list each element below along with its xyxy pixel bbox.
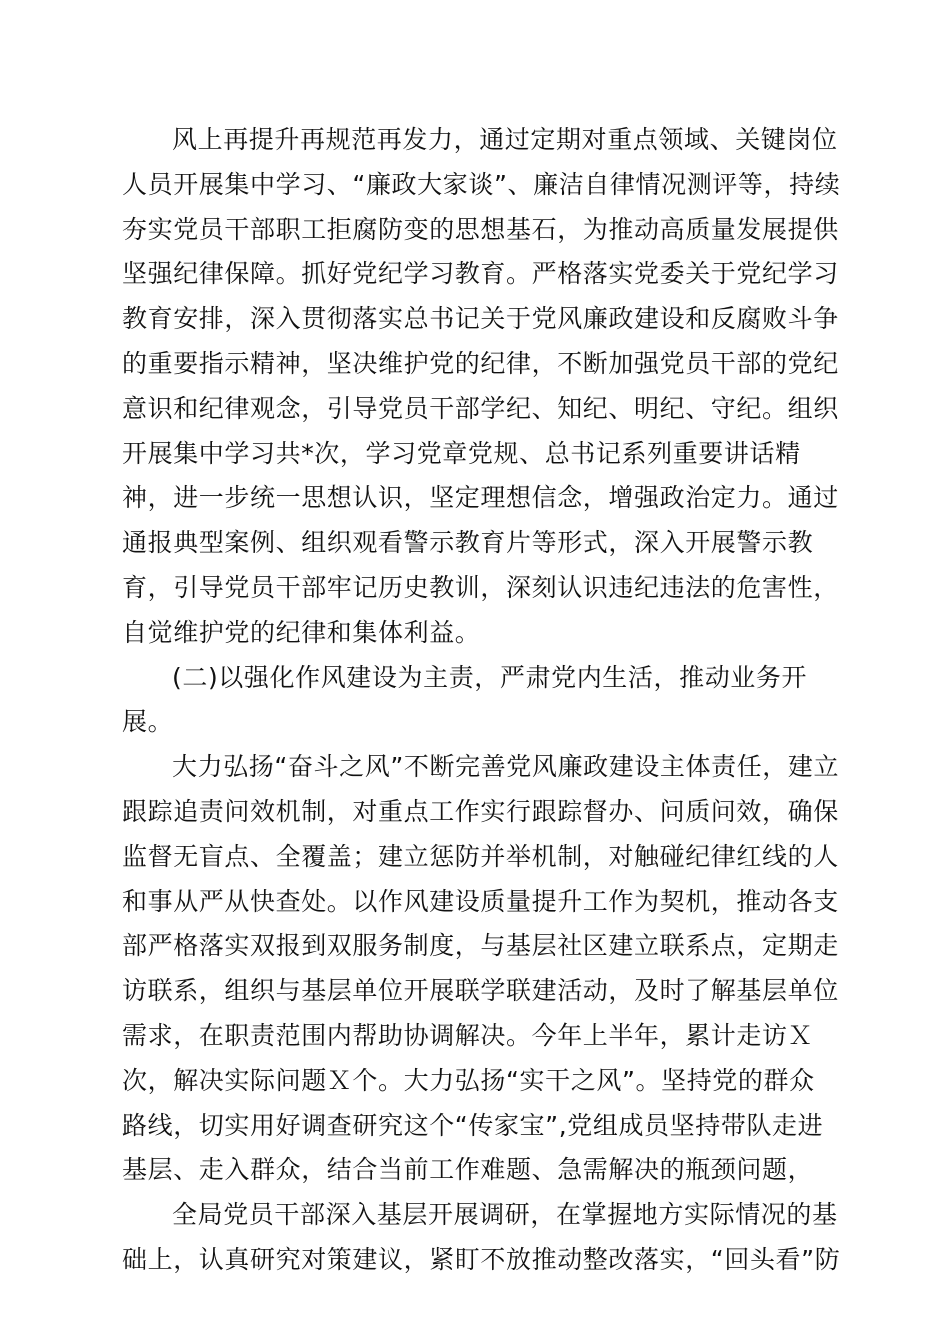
- text-line: 展。: [122, 707, 174, 737]
- text-line: 需求，在职责范围内帮助协调解决。今年上半年，累计走访Ｘ: [122, 1020, 814, 1050]
- paragraph: [122, 1193, 842, 1283]
- text-line: 神，进一步统一思想认识，坚定理想信念，增强政治定力。通过: [122, 483, 839, 513]
- text-line: 础上，认真研究对策建议，紧盯不放推动整改落实，“回头看”防: [122, 1244, 841, 1274]
- document-body: [122, 118, 842, 1283]
- text-line: 次，解决实际问题Ｘ个。大力弘扬“实干之风”。坚持党的群众: [122, 1065, 815, 1095]
- text-line: 教育安排，深入贯彻落实总书记关于党风廉政建设和反腐败斗争: [122, 304, 839, 334]
- text-line: 访联系，组织与基层单位开展联学联建活动，及时了解基层单位: [122, 976, 839, 1006]
- text-line: 夯实党员干部职工拒腐防变的思想基石，为推动高质量发展提供: [122, 214, 839, 244]
- text-line: 大力弘扬“奋斗之风”不断完善党风廉政建设主体责任，建立: [172, 752, 840, 782]
- paragraph: [122, 745, 842, 1193]
- text-line: 基层、走入群众，结合当前工作难题、急需解决的瓶颈问题，: [122, 1155, 814, 1185]
- text-line: 部严格落实双报到双服务制度，与基层社区建立联系点，定期走: [122, 931, 839, 961]
- text-line: 的重要指示精神，坚决维护党的纪律，不断加强党员干部的党纪: [122, 348, 839, 378]
- text-line: 全局党员干部深入基层开展调研，在掌握地方实际情况的基: [172, 1200, 838, 1230]
- text-line: 和事从严从快查处。以作风建设质量提升工作为契机，推动各支: [122, 886, 839, 916]
- paragraph: [122, 656, 842, 746]
- text-line: 育，引导党员干部牢记历史教训，深刻认识违纪违法的危害性，: [122, 572, 839, 602]
- text-line: 监督无盲点、全覆盖；建立惩防并举机制，对触碰纪律红线的人: [122, 841, 839, 871]
- paragraph: [122, 118, 842, 656]
- text-line: (二)以强化作风建设为主责，严肃党内生活，推动业务开: [172, 662, 808, 692]
- text-line: 自觉维护党的纪律和集体利益。: [122, 617, 481, 647]
- text-line: 意识和纪律观念，引导党员干部学纪、知纪、明纪、守纪。组织: [122, 393, 839, 423]
- text-line: 坚强纪律保障。抓好党纪学习教育。严格落实党委关于党纪学习: [122, 259, 839, 289]
- text-line: 路线，切实用好调查研究这个“传家宝”,党组成员坚持带队走进: [122, 1110, 824, 1140]
- text-line: 风上再提升再规范再发力，通过定期对重点领域、关键岗位: [172, 125, 838, 154]
- text-line: 开展集中学习共*次，学习党章党规、总书记系列重要讲话精: [122, 438, 801, 468]
- text-line: 人员开展集中学习、“廉政大家谈”、廉洁自律情况测评等，持续: [122, 169, 841, 199]
- text-line: 跟踪追责问效机制，对重点工作实行跟踪督办、问质问效，确保: [122, 796, 839, 826]
- text-line: 通报典型案例、组织观看警示教育片等形式，深入开展警示教: [122, 528, 814, 558]
